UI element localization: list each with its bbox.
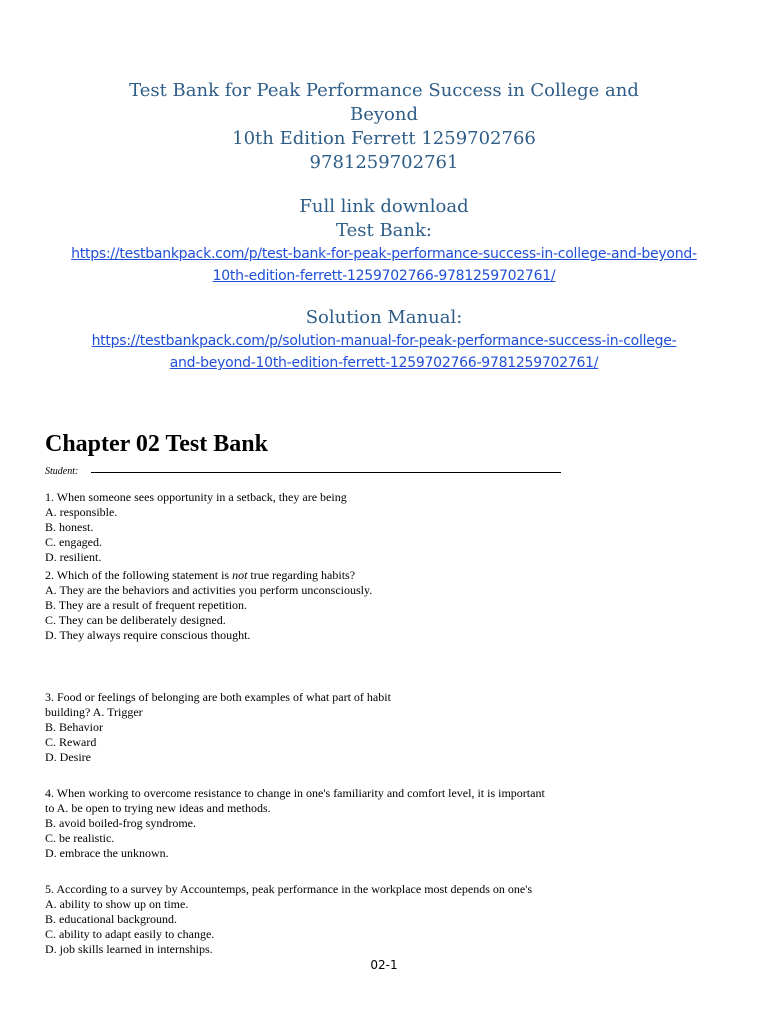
answer-option: C. be realistic. (45, 831, 115, 845)
answer-option: D. embrace the unknown. (45, 846, 169, 860)
question-stem-continued: building? A. Trigger (45, 705, 143, 719)
answer-option: D. They always require conscious thought. (45, 628, 251, 642)
answer-option: C. Reward (45, 735, 97, 749)
solution-url-line: and-beyond-10th-edition-ferrett-1259702766-9781259702761/ (169, 355, 599, 371)
question-3 (45, 690, 391, 765)
answer-option: B. avoid boiled-frog syndrome. (45, 816, 196, 830)
question-stem: 4. When working to overcome resistance to change in one's familiarity and comfort level, it is important (45, 786, 545, 800)
chapter-title: Chapter 02 Test Bank (45, 431, 268, 457)
question-2 (45, 568, 372, 643)
student-label: Student: (45, 466, 79, 477)
download-section (40, 195, 728, 287)
solution-manual-label: Solution Manual: (305, 307, 463, 328)
answer-option: C. ability to adapt easily to change. (45, 927, 215, 941)
student-name-line[interactable] (91, 472, 561, 473)
test-bank-link[interactable] (40, 243, 728, 287)
answer-option: A. ability to show up on time. (45, 897, 189, 911)
title-line: Test Bank for Peak Performance Success in College and (129, 80, 639, 101)
answer-option: A. They are the behaviors and activities you perform unconsciously. (45, 583, 373, 597)
stem-emphasis: not (232, 568, 248, 582)
test-bank-label: Test Bank: (336, 220, 432, 241)
solution-manual-link[interactable] (40, 330, 728, 374)
answer-option: B. They are a result of frequent repetition. (45, 598, 248, 612)
student-field[interactable] (45, 461, 561, 475)
answer-option: B. Behavior (45, 720, 103, 734)
answer-option: A. responsible. (45, 505, 118, 519)
stem-text: 2. Which of the following statement is (45, 568, 233, 582)
test-bank-url-line: https://testbankpack.com/p/test-bank-for-peak-performance-success-in-college-and-beyond- (71, 246, 697, 262)
answer-option: D. resilient. (45, 550, 102, 564)
stem-text: true regarding habits? (247, 568, 356, 582)
answer-option: C. engaged. (45, 535, 102, 549)
question-1 (45, 490, 347, 565)
question-stem (45, 568, 372, 583)
question-stem: 5. According to a survey by Accountemps, peak performance in the workplace most depends on one's (45, 882, 533, 896)
test-bank-url-line: 10th-edition-ferrett-1259702766-9781259702761/ (212, 268, 556, 284)
page-number: 02-1 (370, 958, 398, 972)
solution-url-line: https://testbankpack.com/p/solution-manual-for-peak-performance-success-in-college- (91, 333, 677, 349)
answer-option: D. Desire (45, 750, 91, 764)
document-title (40, 79, 728, 175)
title-line: Beyond (349, 104, 418, 125)
full-link-label: Full link download (299, 196, 469, 217)
solution-section (40, 306, 728, 374)
answer-option: C. They can be deliberately designed. (45, 613, 226, 627)
answer-option: B. educational background. (45, 912, 177, 926)
answer-option: D. job skills learned in internships. (45, 942, 213, 956)
question-stem: 1. When someone sees opportunity in a setback, they are being (45, 490, 347, 504)
question-stem: 3. Food or feelings of belonging are both examples of what part of habit (45, 690, 391, 704)
question-5 (45, 882, 532, 957)
question-4 (45, 786, 545, 861)
question-stem-continued: to A. be open to trying new ideas and methods. (45, 801, 271, 815)
answer-option: B. honest. (45, 520, 94, 534)
title-line: 9781259702761 (309, 152, 459, 173)
title-line: 10th Edition Ferrett 1259702766 (232, 128, 536, 149)
